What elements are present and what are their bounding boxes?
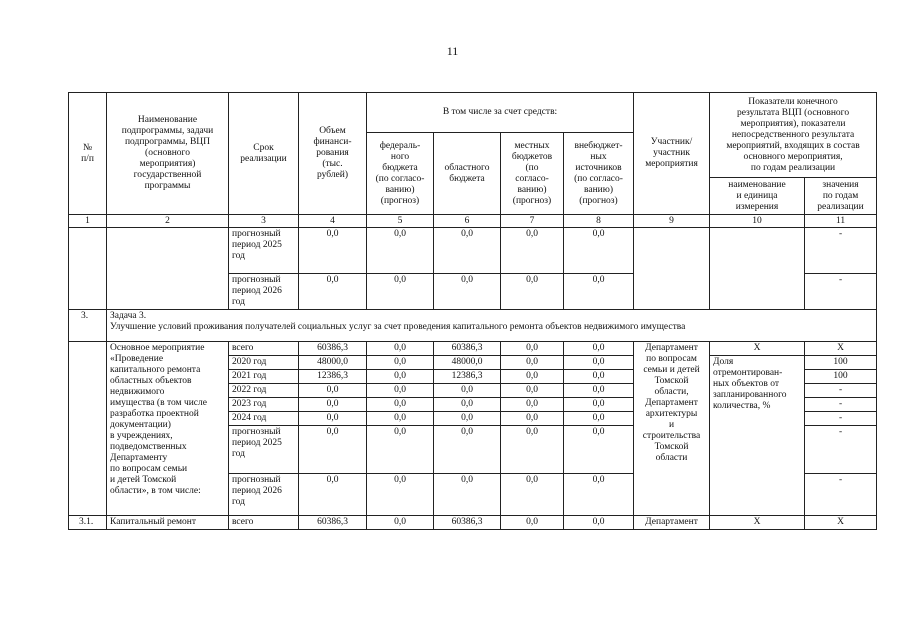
header-volume: Объем финанси- рования (тыс. рублей) — [299, 93, 367, 215]
regional-cell: 12386,3 — [434, 370, 501, 384]
volume-cell: 0,0 — [299, 474, 367, 516]
header-term: Срок реализации — [229, 93, 299, 215]
header-no: № п/п — [69, 93, 107, 215]
volume-cell: 0,0 — [299, 398, 367, 412]
federal-cell: 0,0 — [367, 426, 434, 474]
regional-cell: 60386,3 — [434, 516, 501, 530]
empty-cell — [634, 228, 710, 310]
column-number: 5 — [367, 215, 434, 228]
volume-cell: 0,0 — [299, 426, 367, 474]
local-cell: 0,0 — [501, 356, 564, 370]
regional-cell: 0,0 — [434, 274, 501, 310]
indicator-value-cell: 100 — [805, 356, 877, 370]
extra-cell: 0,0 — [564, 426, 634, 474]
extra-cell: 0,0 — [564, 516, 634, 530]
column-number: 3 — [229, 215, 299, 228]
federal-cell: 0,0 — [367, 356, 434, 370]
task-number: 3. — [69, 310, 107, 342]
extra-cell: 0,0 — [564, 342, 634, 356]
local-cell: 0,0 — [501, 398, 564, 412]
regional-cell: 0,0 — [434, 228, 501, 274]
volume-cell: 48000,0 — [299, 356, 367, 370]
indicator-value-cell: - — [805, 384, 877, 398]
indicator-value-cell: 100 — [805, 370, 877, 384]
volume-cell: 0,0 — [299, 228, 367, 274]
column-number: 7 — [501, 215, 564, 228]
regional-cell: 0,0 — [434, 426, 501, 474]
volume-cell: 0,0 — [299, 384, 367, 398]
local-cell: 0,0 — [501, 474, 564, 516]
column-number: 10 — [710, 215, 805, 228]
header-federal: федераль- ного бюджета (по согласо- ванию) (прогноз) — [367, 133, 434, 215]
regional-cell: 0,0 — [434, 398, 501, 412]
sub-event-name: Капитальный ремонт — [107, 516, 229, 530]
term-cell: 2020 год — [229, 356, 299, 370]
term-cell: прогнозный период 2025 год — [229, 426, 299, 474]
local-cell: 0,0 — [501, 274, 564, 310]
federal-cell: 0,0 — [367, 342, 434, 356]
header-sources: В том числе за счет средств: — [367, 93, 634, 133]
column-number: 1 — [69, 215, 107, 228]
term-cell: прогнозный период 2026 год — [229, 474, 299, 516]
header-name: Наименование подпрограммы, задачи подпрограммы, ВЦП (основного мероприятия) государственной программы — [107, 93, 229, 215]
local-cell: 0,0 — [501, 384, 564, 398]
volume-cell: 0,0 — [299, 412, 367, 426]
volume-cell: 60386,3 — [299, 516, 367, 530]
term-cell: всего — [229, 516, 299, 530]
regional-cell: 0,0 — [434, 412, 501, 426]
sub-event-row — [69, 516, 877, 530]
regional-cell: 0,0 — [434, 384, 501, 398]
federal-cell: 0,0 — [367, 516, 434, 530]
extra-cell: 0,0 — [564, 228, 634, 274]
task-title: Задача 3. — [110, 311, 147, 321]
header-participant: Участник/ участник мероприятия — [634, 93, 710, 215]
header-extra: внебюджет- ных источников (по согласо- ванию) (прогноз) — [564, 133, 634, 215]
main-event-name: Основное мероприятие «Проведение капитального ремонта областных объектов недвижимого имущества (в том числе разработка проектной документации) в учреждениях, подведомственных Департаменту по вопросам семьи и детей Томской области», в том числе: — [107, 342, 229, 516]
header-indicators: Показатели конечного результата ВЦП (основного мероприятия), показатели непосредственного результата мероприятий, входящих в состав основного мероприятия, по годам реализации — [710, 93, 877, 178]
program-table — [68, 92, 877, 530]
local-cell: 0,0 — [501, 426, 564, 474]
empty-cell — [69, 228, 107, 310]
local-cell: 0,0 — [501, 228, 564, 274]
extra-cell: 0,0 — [564, 384, 634, 398]
term-cell: прогнозный период 2025 год — [229, 228, 299, 274]
term-cell: всего — [229, 342, 299, 356]
indicator-value-cell: - — [805, 426, 877, 474]
header-indicator-value: значения по годам реализации — [805, 178, 877, 215]
participant-cell: Департамент — [634, 516, 710, 530]
indicator-value-cell: - — [805, 474, 877, 516]
indicator-value-cell: - — [805, 398, 877, 412]
term-cell: 2023 год — [229, 398, 299, 412]
column-number: 8 — [564, 215, 634, 228]
extra-cell: 0,0 — [564, 412, 634, 426]
column-number: 9 — [634, 215, 710, 228]
indicator-name-cell: X — [710, 516, 805, 530]
extra-cell: 0,0 — [564, 370, 634, 384]
main-event-indicator: Доля отремонтирован- ных объектов от запланированного количества, % — [710, 356, 805, 516]
local-cell: 0,0 — [501, 516, 564, 530]
extra-cell: 0,0 — [564, 356, 634, 370]
indicator-value-cell: - — [805, 274, 877, 310]
task-row — [69, 310, 877, 342]
volume-cell: 0,0 — [299, 274, 367, 310]
regional-cell: 0,0 — [434, 474, 501, 516]
volume-cell: 60386,3 — [299, 342, 367, 356]
term-cell: 2024 год — [229, 412, 299, 426]
sub-event-number: 3.1. — [69, 516, 107, 530]
extra-cell: 0,0 — [564, 474, 634, 516]
federal-cell: 0,0 — [367, 474, 434, 516]
table-row — [69, 342, 877, 356]
page-number: 11 — [446, 44, 459, 58]
federal-cell: 0,0 — [367, 398, 434, 412]
local-cell: 0,0 — [501, 370, 564, 384]
regional-cell: 60386,3 — [434, 342, 501, 356]
header-local: местных бюджетов (по согласо- ванию) (прогноз) — [501, 133, 564, 215]
indicator-value-cell: X — [805, 516, 877, 530]
regional-cell: 48000,0 — [434, 356, 501, 370]
column-number: 4 — [299, 215, 367, 228]
task-description — [107, 310, 877, 342]
federal-cell: 0,0 — [367, 274, 434, 310]
task-text: Улучшение условий проживания получателей социальных услуг за счет проведения капитального ремонта объектов недвижимого имущества — [110, 322, 686, 332]
header-regional: областного бюджета — [434, 133, 501, 215]
term-cell: 2021 год — [229, 370, 299, 384]
local-cell: 0,0 — [501, 412, 564, 426]
federal-cell: 0,0 — [367, 384, 434, 398]
main-event-participant: Департамент по вопросам семьи и детей Томской области, Департамент архитектуры и строительства Томской области — [634, 342, 710, 516]
table-row — [69, 228, 877, 274]
federal-cell: 0,0 — [367, 370, 434, 384]
empty-cell — [710, 228, 805, 310]
term-cell: прогнозный период 2026 год — [229, 274, 299, 310]
extra-cell: 0,0 — [564, 274, 634, 310]
header-indicator-name: наименование и единица измерения — [710, 178, 805, 215]
empty-cell — [107, 228, 229, 310]
federal-cell: 0,0 — [367, 228, 434, 274]
indicator-name-cell: X — [710, 342, 805, 356]
empty-cell — [69, 342, 107, 516]
column-number: 11 — [805, 215, 877, 228]
indicator-value-cell: - — [805, 412, 877, 426]
indicator-value-cell: X — [805, 342, 877, 356]
federal-cell: 0,0 — [367, 412, 434, 426]
column-numbers-row — [69, 215, 877, 228]
term-cell: 2022 год — [229, 384, 299, 398]
column-number: 6 — [434, 215, 501, 228]
volume-cell: 12386,3 — [299, 370, 367, 384]
column-number: 2 — [107, 215, 229, 228]
indicator-value-cell: - — [805, 228, 877, 274]
extra-cell: 0,0 — [564, 398, 634, 412]
local-cell: 0,0 — [501, 342, 564, 356]
program-table-wrapper — [68, 92, 876, 530]
